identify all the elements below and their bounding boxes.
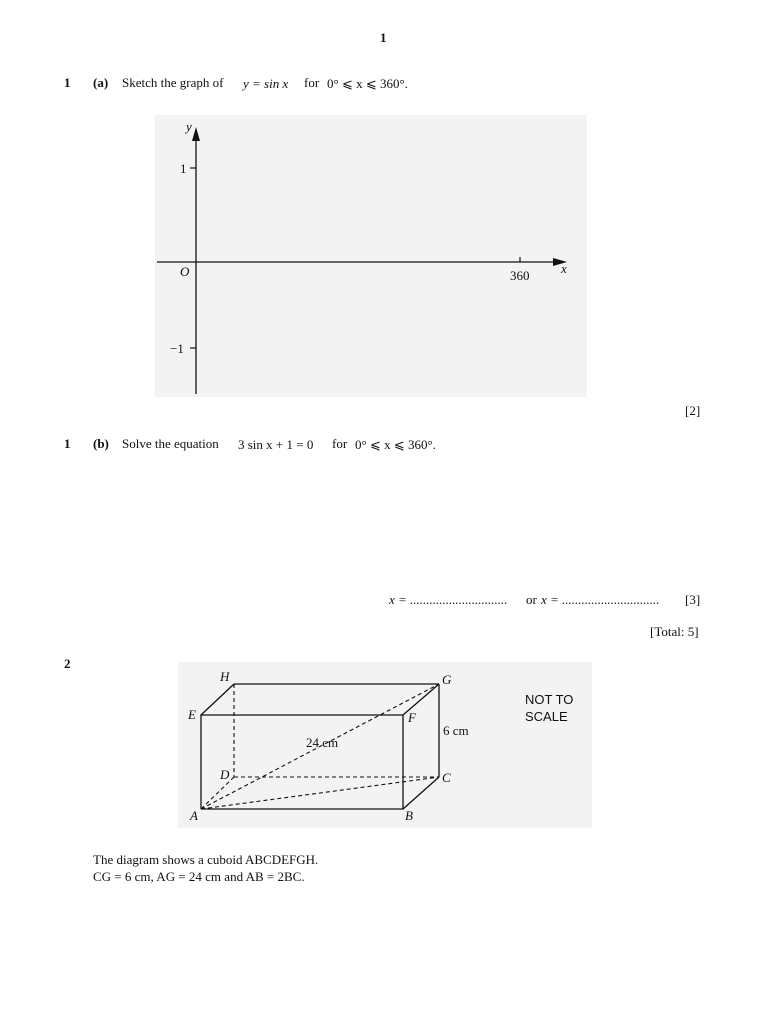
vertex-f: F [408, 710, 416, 725]
not-to-scale-line2: SCALE [525, 709, 568, 724]
page-number: 1 [380, 30, 387, 45]
q1a-part: (a) [93, 75, 109, 90]
diagonal-label-ag: 24 cm [306, 735, 339, 750]
q1a-number: 1 [64, 75, 71, 90]
origin-label: O [180, 264, 190, 279]
q1b-equation: 3 sin x + 1 = 0 [238, 437, 314, 452]
q2-text-line1: The diagram shows a cuboid ABCDEFGH. [93, 852, 319, 867]
sine-graph-axes [155, 115, 587, 397]
y-tick-label-1: 1 [180, 161, 187, 176]
vertex-c: C [442, 770, 451, 785]
edge-label-cg: 6 cm [443, 723, 469, 738]
q1b-marks: [3] [685, 592, 701, 607]
q1a-for: for [304, 75, 320, 90]
not-to-scale-line1: NOT TO [525, 692, 574, 707]
q1a-equation: y = sin x [243, 76, 289, 91]
x-tick-label-360: 360 [510, 268, 530, 283]
cuboid-diagram [178, 662, 592, 828]
vertex-a: A [190, 808, 198, 823]
q1a-prompt: Sketch the graph of [122, 75, 224, 90]
q1b-for: for [332, 436, 348, 451]
answer-or: or [526, 592, 537, 607]
vertex-d: D [220, 767, 230, 782]
y-axis-label: y [186, 119, 192, 134]
q1-total: [Total: 5] [650, 624, 699, 639]
q2-number: 2 [64, 656, 71, 671]
q1b-number: 1 [64, 436, 71, 451]
answer-line-1[interactable]: x = .............................. [389, 592, 508, 607]
vertex-b: B [405, 808, 413, 823]
q1a-range: 0° ⩽ x ⩽ 360°. [327, 76, 408, 91]
q1b-prompt: Solve the equation [122, 436, 219, 451]
vertex-e: E [188, 707, 196, 722]
q1a-marks: [2] [685, 403, 701, 418]
y-tick-label-minus-1: −1 [170, 341, 184, 356]
vertex-h: H [220, 669, 230, 684]
q2-text-line2: CG = 6 cm, AG = 24 cm and AB = 2BC. [93, 869, 305, 884]
q1b-part: (b) [93, 436, 109, 451]
x-axis-label: x [561, 261, 567, 276]
vertex-g: G [442, 672, 452, 687]
q1b-range: 0° ⩽ x ⩽ 360°. [355, 437, 436, 452]
answer-line-2[interactable]: x = .............................. [541, 592, 660, 607]
